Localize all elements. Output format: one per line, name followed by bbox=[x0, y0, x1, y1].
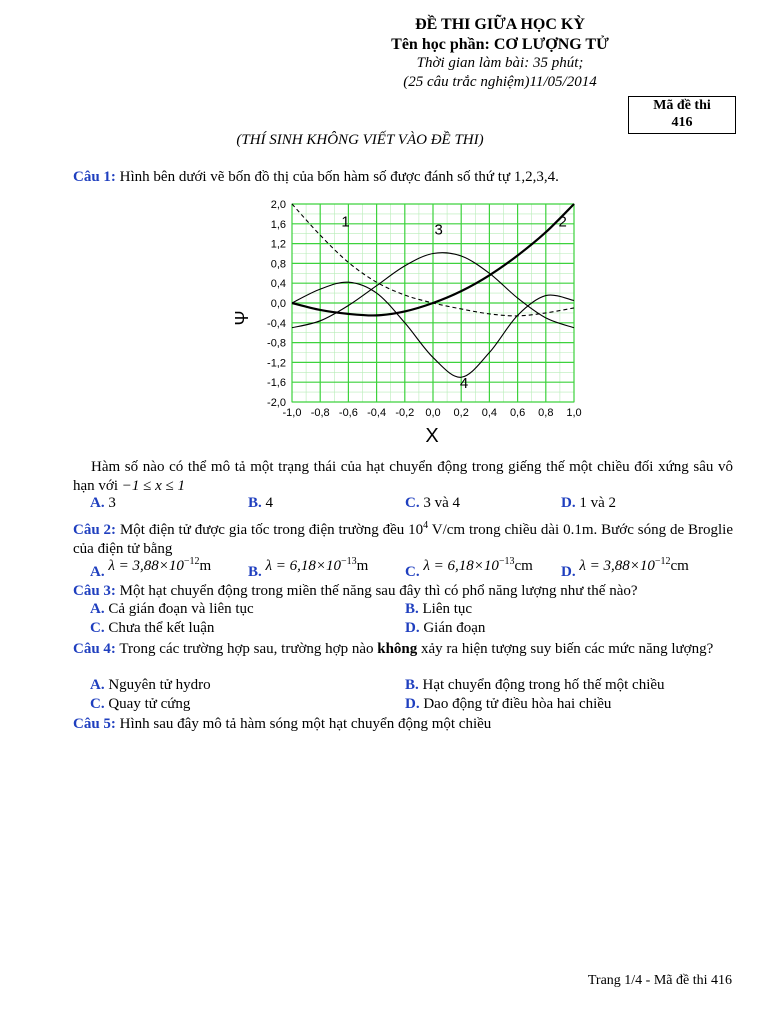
q4-option-a[interactable]: A. Nguyên tử hydro bbox=[90, 677, 211, 693]
x-axis-label: X bbox=[425, 425, 439, 447]
question-1-intro bbox=[73, 168, 733, 187]
q4-option-d[interactable]: D. Dao động tử điều hòa hai chiều bbox=[405, 696, 612, 712]
x-tick-label: 0,0 bbox=[425, 407, 441, 419]
q2-option-b[interactable]: B. $\lambda = 6,18\times 10^{-13}m$ bbox=[248, 556, 369, 580]
x-tick-label: -0,8 bbox=[310, 407, 330, 419]
question-1-text: Hình bên dưới vẽ bốn đồ thị của bốn hàm số được đánh số thứ tự 1,2,3,4. bbox=[119, 169, 559, 185]
exam-code-label: Mã đề thi bbox=[653, 98, 711, 113]
x-tick-label: -1,0 bbox=[282, 407, 302, 419]
notice-text: (THÍ SINH KHÔNG VIẾT VÀO ĐỀ THI) bbox=[236, 132, 484, 148]
question-3 bbox=[73, 582, 733, 601]
page-footer: Trang 1/4 - Mã đề thi 416 bbox=[587, 973, 732, 988]
y-tick-label: 0,8 bbox=[270, 258, 286, 271]
question-4-text-pre: Trong các trường hợp sau, trường hợp nào bbox=[119, 641, 374, 657]
q2-option-d[interactable]: D. $\lambda = 3,88\times 10^{-12}cm$ bbox=[561, 556, 689, 580]
q2-option-a[interactable]: A. $\lambda = 3,88\times 10^{-12}m$ bbox=[90, 556, 212, 580]
y-tick-label: -0,8 bbox=[267, 337, 286, 350]
x-tick-label: 0,6 bbox=[509, 407, 526, 419]
question-4 bbox=[73, 640, 733, 659]
x-tick-label: 0,4 bbox=[481, 407, 498, 419]
y-tick-label: 1,2 bbox=[270, 238, 286, 251]
y-tick-label: 1,6 bbox=[270, 218, 286, 231]
q3-option-b[interactable]: B. Liên tục bbox=[405, 601, 473, 617]
y-tick-label: -0,4 bbox=[267, 317, 286, 330]
question-1-question: Hàm số nào có thể mô tả một trạng thái của hạt chuyển động trong giếng thế một chiều đối xứng sâu vô hạn với bbox=[73, 459, 733, 494]
question-5-label: Câu 5: bbox=[73, 716, 116, 732]
duration-text: Thời gian làm bài: 35 phút; bbox=[416, 55, 584, 71]
x-tick-label: 0,8 bbox=[538, 407, 554, 419]
question-3-label: Câu 3: bbox=[73, 583, 116, 599]
exam-code-box bbox=[628, 96, 736, 134]
x-tick-label: -0,2 bbox=[395, 407, 415, 419]
question-4-text-bold: không bbox=[377, 641, 418, 657]
x-tick-label: 0,2 bbox=[453, 407, 469, 419]
question-1-condition: −1 ≤ x ≤ 1 bbox=[121, 478, 186, 494]
exam-title: ĐỀ THI GIỮA HỌC KỲ bbox=[415, 16, 585, 33]
question-4-text-post: xảy ra hiện tượng suy biến các mức năng lượng? bbox=[421, 641, 714, 657]
x-tick-label: -0,6 bbox=[338, 407, 358, 419]
q1-option-a[interactable]: A. 3 bbox=[90, 495, 116, 511]
exam-info: (25 câu trắc nghiệm)11/05/2014 bbox=[403, 74, 597, 90]
q1-option-d[interactable]: D. 1 và 2 bbox=[561, 495, 617, 511]
x-tick-label: 1,0 bbox=[566, 407, 582, 419]
question-4-label: Câu 4: bbox=[73, 641, 116, 657]
course-line bbox=[300, 36, 700, 54]
question-1-body bbox=[73, 458, 733, 496]
y-tick-label: 0,4 bbox=[270, 278, 286, 291]
curve-label-1: 1 bbox=[341, 213, 350, 231]
curve-label-3: 3 bbox=[434, 221, 443, 239]
y-tick-label: -1,6 bbox=[267, 377, 286, 390]
course-name: CƠ LƯỢNG TỬ bbox=[493, 36, 609, 53]
q4-option-c[interactable]: C. Quay tử cứng bbox=[90, 696, 191, 712]
question-2-sup: 4 bbox=[423, 520, 429, 531]
question-2-text-2: V/cm trong chiều dài 0.1m. Bước sóng de Broglie của điện tử bằng bbox=[73, 522, 734, 557]
question-2 bbox=[73, 516, 733, 559]
x-tick-label: -0,4 bbox=[367, 407, 387, 419]
y-tick-label: -2,0 bbox=[267, 397, 286, 409]
q3-option-a[interactable]: A. Cả gián đoạn và liên tục bbox=[90, 601, 254, 617]
question-5 bbox=[73, 715, 733, 734]
y-tick-label: 2,0 bbox=[270, 199, 286, 211]
q3-option-d[interactable]: D. Gián đoạn bbox=[405, 620, 486, 636]
y-axis-label: Ψ bbox=[232, 310, 252, 326]
question-2-text-1: Một điện tử được gia tốc trong điện trường đều 10 bbox=[119, 522, 424, 538]
q1-option-b[interactable]: B. 4 bbox=[248, 495, 274, 511]
q2-option-c[interactable]: C. $\lambda = 6,18\times 10^{-13}cm$ bbox=[405, 556, 533, 580]
question-1-label: Câu 1: bbox=[73, 169, 116, 185]
wavefunction-chart bbox=[228, 188, 598, 448]
question-5-text: Hình sau đây mô tả hàm sóng một hạt chuyển động một chiều bbox=[119, 716, 492, 732]
y-tick-label: -1,2 bbox=[267, 357, 286, 370]
question-2-label: Câu 2: bbox=[73, 522, 117, 538]
q1-option-c[interactable]: C. 3 và 4 bbox=[405, 495, 461, 511]
q4-option-b[interactable]: B. Hạt chuyển động trong hố thế một chiều bbox=[405, 677, 665, 693]
curve-label-4: 4 bbox=[459, 375, 469, 393]
y-tick-label: 0,0 bbox=[270, 298, 286, 310]
course-prefix: Tên học phần: bbox=[391, 36, 494, 53]
exam-code-value: 416 bbox=[671, 115, 693, 130]
curve-label-2: 2 bbox=[558, 213, 567, 231]
question-3-text: Một hạt chuyển động trong miền thế năng sau đây thì có phổ năng lượng như thế nào? bbox=[119, 583, 638, 599]
q3-option-c[interactable]: C. Chưa thể kết luận bbox=[90, 620, 215, 636]
